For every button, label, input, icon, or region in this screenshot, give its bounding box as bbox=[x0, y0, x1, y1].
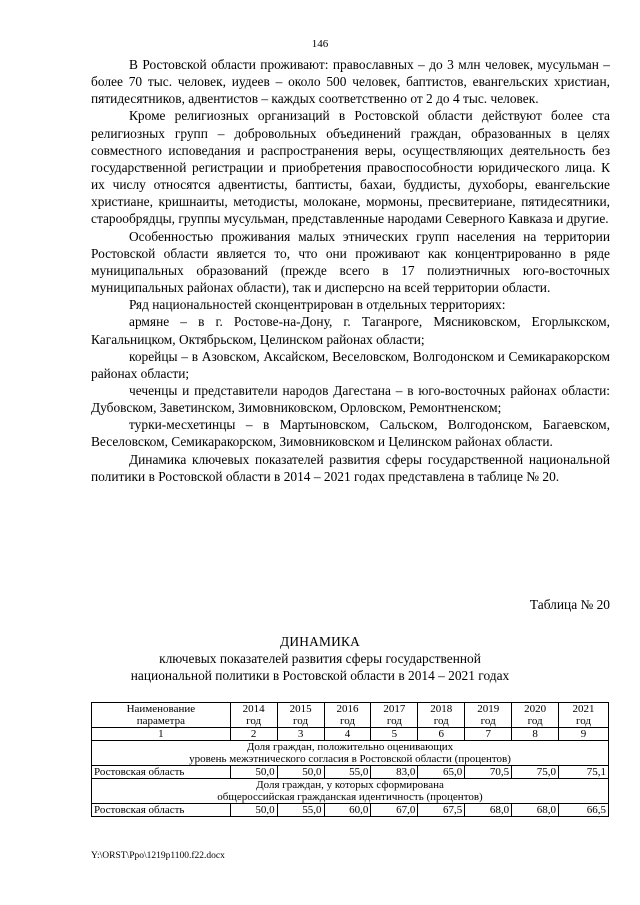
paragraph: В Ростовской области проживают: православных – до 3 млн человек, мусульман – более 70 тыс. человек, иудеев – около 500 человек, баптистов, евангельских христиан, пятидесятников, адвентистов – каждых соответственно от 2 до 4 тыс. человек. bbox=[91, 57, 610, 107]
year-label: 2021 bbox=[572, 703, 595, 715]
column-number: 7 bbox=[465, 728, 512, 741]
table-cell: 55,0 bbox=[277, 804, 324, 817]
year-word: год bbox=[480, 715, 496, 727]
year-word: год bbox=[433, 715, 449, 727]
year-label: 2015 bbox=[289, 703, 312, 715]
table-cell: 67,0 bbox=[371, 804, 418, 817]
data-table bbox=[91, 702, 609, 817]
paragraph: Кроме религиозных организаций в Ростовской области действуют более ста религиозных групп – добровольных объединений граждан, образованных в целях совместного исповедания и распространения веры, осуществляющих деятельность без государственной регистрации и приобретения правоспособности юридического лица. К их числу относятся адвентисты, баптисты, бахаи, буддисты, духоборы, евангельские христиане, кришнаиты, методисты, молокане, мормоны, пресвитериане, пятидесятники, старообрядцы, группы мусульман, представленные народами Северного Кавказа и другие. bbox=[91, 108, 610, 227]
year-word: год bbox=[246, 715, 262, 727]
column-number-row bbox=[92, 728, 609, 741]
year-label: 2017 bbox=[383, 703, 406, 715]
section-heading-line2: уровень межэтнического согласия в Ростовской области (процентов) bbox=[189, 753, 511, 765]
table-title: ДИНАМИКА bbox=[280, 634, 360, 649]
section-heading bbox=[92, 779, 609, 804]
section-heading-line1: Доля граждан, у которых сформирована bbox=[256, 779, 444, 791]
table-heading bbox=[0, 633, 640, 684]
year-label: 2018 bbox=[430, 703, 453, 715]
table-cell: 68,0 bbox=[465, 804, 512, 817]
paragraph: Особенностью проживания малых этнических групп населения на территории Ростовской области является то, что они проживают как концентрированно в ряде муниципальных образований (прежде всего в 17 полиэтничных юго-восточных муниципальных районах области), так и дисперсно на всей территории области. bbox=[91, 228, 610, 296]
header-param-line2: параметра bbox=[136, 715, 186, 727]
year-word: год bbox=[386, 715, 402, 727]
table-cell: 70,5 bbox=[465, 766, 512, 779]
table-cell: 60,0 bbox=[324, 804, 371, 817]
table-cell: 75,0 bbox=[512, 766, 559, 779]
body-text bbox=[91, 56, 610, 485]
section-heading bbox=[92, 741, 609, 766]
year-label: 2016 bbox=[336, 703, 359, 715]
header-year bbox=[324, 703, 371, 728]
header-year bbox=[512, 703, 559, 728]
table-cell: 65,0 bbox=[418, 766, 465, 779]
year-label: 2020 bbox=[524, 703, 547, 715]
table-row bbox=[92, 766, 609, 779]
paragraph: турки-месхетинцы – в Мартыновском, Сальском, Волгодонском, Багаевском, Веселовском, Семикаракорском, Зимовниковском и Целинском районах области. bbox=[91, 417, 610, 450]
column-number: 9 bbox=[559, 728, 609, 741]
table-cell: 75,1 bbox=[559, 766, 609, 779]
year-label: 2019 bbox=[477, 703, 500, 715]
header-year bbox=[559, 703, 609, 728]
header-param bbox=[92, 703, 231, 728]
header-year bbox=[277, 703, 324, 728]
paragraph: корейцы – в Азовском, Аксайском, Веселовском, Волгодонском и Семикаракорском районах области; bbox=[91, 348, 610, 381]
paragraph: Ряд национальностей сконцентрирован в отдельных территориях: bbox=[129, 297, 506, 313]
table-cell: 66,5 bbox=[559, 804, 609, 817]
year-word: год bbox=[527, 715, 543, 727]
header-year bbox=[418, 703, 465, 728]
section-heading-row bbox=[92, 779, 609, 804]
year-word: год bbox=[293, 715, 309, 727]
footer-file-path: Y:\ORST\Ppo\1219p1100.f22.docx bbox=[91, 851, 225, 861]
column-number: 5 bbox=[371, 728, 418, 741]
column-number: 2 bbox=[230, 728, 277, 741]
table-cell: 83,0 bbox=[371, 766, 418, 779]
table-cell: 68,0 bbox=[512, 804, 559, 817]
table-cell: 55,0 bbox=[324, 766, 371, 779]
column-number: 1 bbox=[92, 728, 231, 741]
table-subtitle-line1: ключевых показателей развития сферы государственной bbox=[159, 651, 481, 666]
table-caption: Таблица № 20 bbox=[529, 597, 610, 612]
header-year bbox=[230, 703, 277, 728]
column-number: 8 bbox=[512, 728, 559, 741]
table-cell: 50,0 bbox=[277, 766, 324, 779]
paragraph: армяне – в г. Ростове-на-Дону, г. Таганроге, Мясниковском, Егорлыкском, Кагальницком, Октябрьском, Целинском районах области; bbox=[91, 314, 610, 347]
header-param-line1: Наименование bbox=[126, 703, 196, 715]
year-word: год bbox=[339, 715, 355, 727]
row-label: Ростовская область bbox=[92, 766, 231, 779]
table-subtitle-line2: национальной политики в Ростовской области в 2014 – 2021 годах bbox=[130, 668, 510, 683]
table-header-row bbox=[92, 703, 609, 728]
section-heading-row bbox=[92, 741, 609, 766]
table-cell: 50,0 bbox=[230, 766, 277, 779]
page-number: 146 bbox=[311, 38, 329, 50]
paragraph: чеченцы и представители народов Дагестана – в юго-восточных районах области: Дубовском, Заветинском, Зимовниковском, Орловском, Ремонтненском; bbox=[91, 382, 610, 416]
column-number: 6 bbox=[418, 728, 465, 741]
section-heading-line1: Доля граждан, положительно оценивающих bbox=[246, 741, 454, 753]
paragraph: Динамика ключевых показателей развития сферы государственной национальной политики в Ростовской области в 2014 – 2021 годах представлена в таблице № 20. bbox=[91, 451, 610, 484]
table-cell: 50,0 bbox=[230, 804, 277, 817]
year-word: год bbox=[576, 715, 592, 727]
column-number: 3 bbox=[277, 728, 324, 741]
row-label: Ростовская область bbox=[92, 804, 231, 817]
year-label: 2014 bbox=[242, 703, 265, 715]
header-year bbox=[371, 703, 418, 728]
column-number: 4 bbox=[324, 728, 371, 741]
table-row bbox=[92, 804, 609, 817]
table-cell: 67,5 bbox=[418, 804, 465, 817]
header-year bbox=[465, 703, 512, 728]
section-heading-line2: общероссийская гражданская идентичность (процентов) bbox=[217, 791, 483, 803]
